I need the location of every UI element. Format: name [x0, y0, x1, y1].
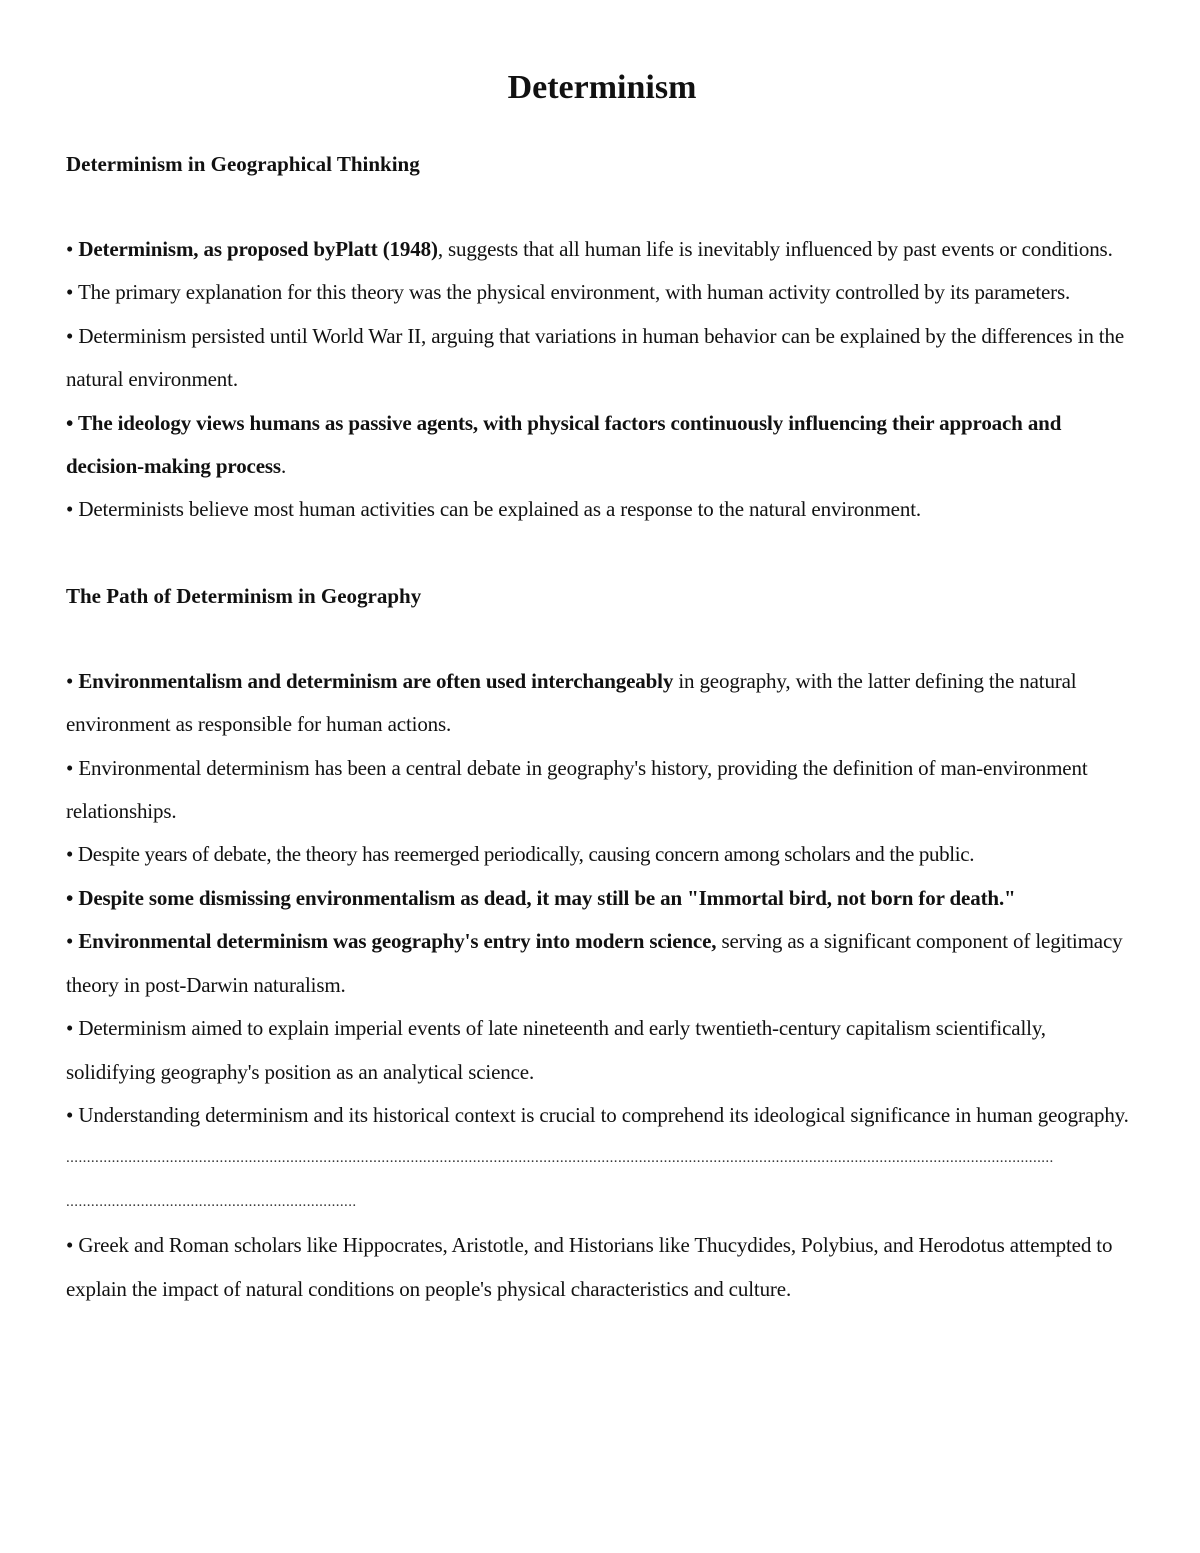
bullet-marker: •	[66, 410, 78, 435]
document-title: Determinism	[507, 69, 697, 106]
bullet-item	[66, 1094, 1136, 1137]
bullet-bold-lead: Determinism, as proposed byPlatt (1948)	[78, 237, 438, 261]
bullet-marker: •	[66, 237, 79, 261]
bullet-marker: •	[66, 668, 79, 693]
bullet-text: , suggests that all human life is inevitably influenced by past events or conditions.	[437, 237, 1113, 261]
bullet-text: Environmental determinism has been a central debate in geography's history, providing the definition of man-environment relationships.	[66, 755, 1088, 824]
bullet-item	[66, 315, 1136, 402]
bullet-item	[66, 660, 1136, 747]
section2-bullet-list	[66, 660, 1136, 1311]
bullet-text: Determinism persisted until World War II, arguing that variations in human behavior can be explained by the differences in the natural environment.	[66, 323, 1125, 392]
document-page	[66, 60, 1136, 1311]
bullet-text: Determinists believe most human activities can be explained as a response to the natural environment.	[78, 497, 921, 522]
bullet-text: Determinism aimed to explain imperial events of late nineteenth and early twentieth-century capitalism scientifically, solidifying geography's position as an analytical science.	[66, 1016, 1046, 1084]
bullet-bold-lead: Environmentalism and determinism are often used interchangeably	[78, 668, 674, 693]
section-heading-path-of-determinism: The Path of Determinism in Geography	[66, 583, 422, 608]
bullet-item	[66, 488, 1136, 531]
dotted-separator: ..............................................................................................................................................................................................................................................	[66, 1150, 1054, 1167]
bullet-item	[66, 271, 1136, 314]
bullet-item	[66, 1007, 1136, 1094]
bullet-text: Greek and Roman scholars like Hippocrates, Aristotle, and Historians like Thucydides, Polybius, and Herodotus attempted to explain the impact of natural conditions on people's physical characteristics and culture.	[66, 1233, 1113, 1301]
bullet-text: Despite years of debate, the theory has reemerged periodically, causing concern among scholars and the public.	[77, 842, 975, 867]
bullet-marker: •	[66, 1102, 79, 1127]
bullet-marker: •	[66, 497, 79, 522]
bullet-marker: •	[66, 885, 79, 910]
bullet-marker: •	[66, 842, 78, 867]
bullet-marker: •	[66, 929, 79, 954]
bullet-item	[66, 833, 1136, 876]
bullet-item	[66, 228, 1136, 271]
bullet-marker: •	[66, 323, 79, 348]
bullet-text: Understanding determinism and its historical context is crucial to comprehend its ideological significance in human geography.	[78, 1102, 1129, 1127]
bullet-marker: •	[66, 755, 79, 780]
section-heading-geographical-thinking: Determinism in Geographical Thinking	[66, 152, 420, 176]
bullet-item	[66, 920, 1136, 1007]
bullet-bold-lead: The ideology views humans as passive agents, with physical factors continuously influencing their approach and decision-making process	[66, 410, 1062, 479]
bullet-item	[66, 1224, 1136, 1311]
bullet-item	[66, 877, 1136, 920]
bullet-item	[66, 402, 1136, 489]
section1-bullet-list	[66, 228, 1136, 532]
bullet-text: in geography, with the latter defining the natural environment as responsible for human actions.	[66, 668, 1077, 737]
bullet-bold-lead: Environmental determinism was geography's entry into modern science,	[78, 929, 717, 954]
bullet-text: The primary explanation for this theory was the physical environment, with human activity controlled by its parameters.	[77, 280, 1071, 305]
bullet-text: .	[280, 454, 287, 479]
dotted-separator-short: ......................................................................	[66, 1193, 357, 1210]
bullet-text: serving as a significant component of legitimacy theory in post-Darwin naturalism.	[66, 929, 1123, 997]
bullet-marker: •	[66, 1016, 79, 1041]
bullet-bold-text: Despite some dismissing environmentalism as dead, it may still be an "Immortal bird, not born for death."	[78, 885, 1016, 910]
bullet-item	[66, 747, 1136, 834]
bullet-marker: •	[66, 280, 78, 305]
bullet-marker: •	[66, 1233, 79, 1258]
